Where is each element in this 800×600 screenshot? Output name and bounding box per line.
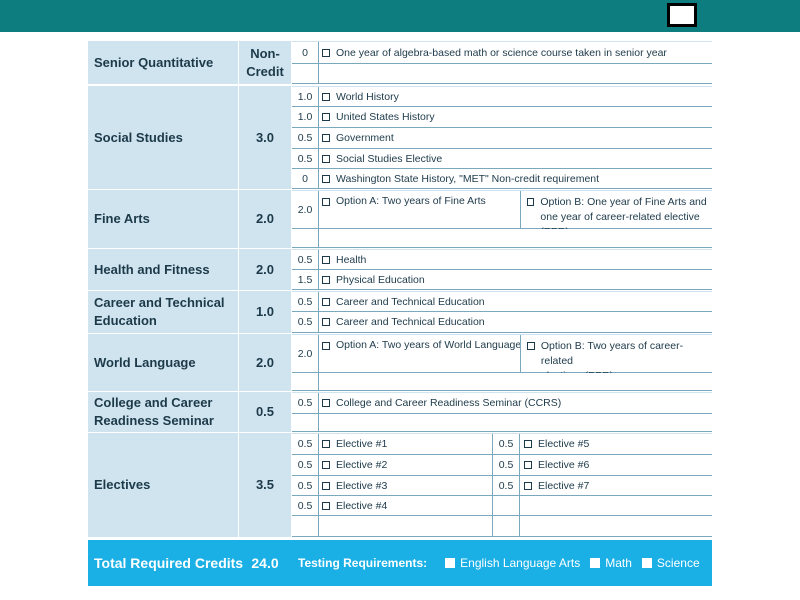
- test-ela: English Language Arts: [460, 556, 581, 570]
- checkbox[interactable]: [322, 440, 330, 448]
- category-label: [94, 291, 234, 333]
- item-credits: 1.0: [292, 87, 319, 106]
- elective-row: [292, 434, 712, 455]
- row-senior-quantitative: [88, 41, 712, 84]
- elective-row: [292, 455, 712, 476]
- item-text: Elective #4: [336, 499, 388, 512]
- row-health-fitness: [88, 249, 712, 290]
- item-credits: 0: [292, 169, 319, 188]
- category-line1: College and Career: [94, 395, 213, 410]
- item-text: World History: [336, 90, 399, 103]
- item-credits: 0: [292, 42, 319, 63]
- item-credits: 0.5: [292, 393, 319, 413]
- item-credits: 2.0: [292, 191, 319, 228]
- item-credits: 0.5: [292, 476, 319, 495]
- credits-value: 2.0: [255, 211, 275, 226]
- checkbox[interactable]: [322, 175, 330, 183]
- elective-row: [292, 496, 712, 516]
- row-world-language: [88, 334, 712, 391]
- item-text: Elective #5: [538, 438, 590, 450]
- item-credits: 2.0: [292, 335, 319, 372]
- item-text: One year of algebra-based math or science course taken in senior year: [336, 46, 667, 59]
- blank-line: [292, 64, 712, 84]
- requirement-item: [292, 128, 712, 149]
- requirement-item: [292, 312, 712, 333]
- item-text: Elective #7: [538, 479, 590, 492]
- blank-line: [292, 516, 712, 537]
- row-college-career-readiness: [88, 392, 712, 432]
- checkbox[interactable]: [322, 298, 330, 306]
- credits-line1: Non-: [250, 45, 280, 61]
- checkbox[interactable]: [524, 461, 532, 469]
- item-text: Elective #3: [336, 479, 388, 492]
- item-text: Government: [336, 132, 394, 144]
- window-button[interactable]: [667, 3, 697, 27]
- checkbox[interactable]: [322, 482, 330, 490]
- testing-requirements: [298, 540, 700, 586]
- item-credits: 0.5: [292, 434, 319, 454]
- item-text: Health: [336, 253, 367, 266]
- item-credits: 0.5: [292, 312, 319, 332]
- checkbox[interactable]: [322, 93, 330, 101]
- credits-value: 3.5: [255, 477, 275, 492]
- row-career-technical: [88, 291, 712, 333]
- checkbox[interactable]: [322, 502, 330, 510]
- checkbox[interactable]: [642, 558, 652, 568]
- item-text: Elective #2: [336, 459, 388, 471]
- credits-value: [240, 41, 290, 84]
- requirement-item: [292, 107, 712, 128]
- item-text: College and Career Readiness Seminar (CCRS): [336, 397, 562, 409]
- item-text: Career and Technical Education: [336, 316, 485, 328]
- checkbox[interactable]: [322, 399, 330, 407]
- category-line2: Readiness Seminar: [94, 413, 214, 428]
- item-text: Social Studies Elective: [336, 152, 443, 165]
- category-label: Senior Quantitative: [94, 54, 214, 70]
- checkbox[interactable]: [322, 113, 330, 121]
- checkbox[interactable]: [322, 49, 330, 57]
- total-label: Total Required Credits: [94, 555, 244, 571]
- credits-value: 2.0: [255, 261, 275, 277]
- item-credits: 0.5: [292, 250, 319, 269]
- option-b-line1: Option B: Two years of career-related: [540, 340, 684, 367]
- total-required-credits-bar: [88, 540, 712, 586]
- elective-row: [292, 476, 712, 496]
- item-credits: 0.5: [292, 128, 319, 148]
- checkbox[interactable]: [322, 342, 330, 350]
- total-value: 24.0: [251, 555, 279, 571]
- requirement-item: [292, 87, 712, 107]
- category-label: Fine Arts: [94, 211, 150, 226]
- item-text: Elective #1: [336, 438, 388, 450]
- item-text: Elective #6: [538, 459, 590, 471]
- category-label: World Language: [94, 354, 196, 370]
- row-fine-arts: [88, 190, 712, 248]
- category-label: [94, 392, 234, 432]
- credits-value: 2.0: [255, 354, 275, 370]
- option-a-text: Option A: Two years of World Language: [336, 339, 522, 351]
- option-b-line2: one year of career-related elective: [540, 211, 700, 223]
- testing-label: Testing Requirements:: [298, 556, 428, 570]
- credits-line2: Credit: [246, 63, 284, 79]
- checkbox[interactable]: [445, 558, 455, 568]
- row-social-studies: [88, 86, 712, 189]
- item-credits: 1.5: [292, 270, 319, 289]
- category-label: Social Studies: [94, 129, 183, 145]
- checkbox[interactable]: [590, 558, 600, 568]
- category-line2: Education: [94, 313, 157, 328]
- credits-value: 0.5: [255, 404, 275, 419]
- option-item: [292, 191, 712, 229]
- item-text: Physical Education: [336, 273, 425, 286]
- checkbox[interactable]: [322, 198, 330, 206]
- checkbox[interactable]: [322, 461, 330, 469]
- checkbox[interactable]: [524, 440, 532, 448]
- requirement-item: [292, 149, 712, 169]
- category-label: Health and Fitness: [94, 261, 210, 277]
- row-electives: [88, 433, 712, 537]
- requirement-item: [292, 250, 712, 270]
- blank-line: [292, 373, 712, 391]
- requirement-item: [292, 169, 712, 189]
- requirement-item: [292, 292, 712, 312]
- item-credits: 0.5: [492, 476, 520, 495]
- option-b-line1: Option B: One year of Fine Arts and: [540, 196, 707, 208]
- category-line1: Career and Technical: [94, 295, 225, 310]
- test-science: Science: [656, 556, 700, 570]
- item-credits: 0.5: [292, 292, 319, 311]
- option-a-text: Option A: Two years of Fine Arts: [336, 195, 486, 207]
- checkbox[interactable]: [527, 198, 534, 206]
- item-credits: 0.5: [492, 455, 520, 475]
- checkbox[interactable]: [527, 342, 535, 350]
- checkbox[interactable]: [322, 155, 330, 163]
- top-bar: [0, 0, 800, 32]
- item-text: Career and Technical Education: [336, 295, 485, 308]
- item-credits: 0.5: [292, 149, 319, 168]
- item-text: Washington State History, "MET" Non-credit requirement: [336, 172, 600, 185]
- checkbox[interactable]: [322, 318, 330, 326]
- item-credits: 0.5: [492, 434, 520, 454]
- checkbox[interactable]: [322, 256, 330, 264]
- item-credits: 0.5: [292, 455, 319, 475]
- checkbox[interactable]: [322, 276, 330, 284]
- blank-line: [292, 229, 712, 248]
- item-credits: 0.5: [292, 496, 319, 515]
- category-label: Electives: [94, 477, 151, 492]
- test-math: Math: [605, 556, 632, 570]
- checkbox[interactable]: [524, 482, 532, 490]
- item-text: United States History: [336, 111, 435, 123]
- credits-value: 1.0: [255, 304, 275, 319]
- checkbox[interactable]: [322, 134, 330, 142]
- credits-value: 3.0: [255, 129, 275, 145]
- requirement-item: [292, 393, 712, 414]
- blank-line: [292, 414, 712, 432]
- requirement-item: [292, 270, 712, 290]
- requirement-item: [292, 42, 712, 64]
- item-credits: 1.0: [292, 107, 319, 127]
- option-item: [292, 335, 712, 373]
